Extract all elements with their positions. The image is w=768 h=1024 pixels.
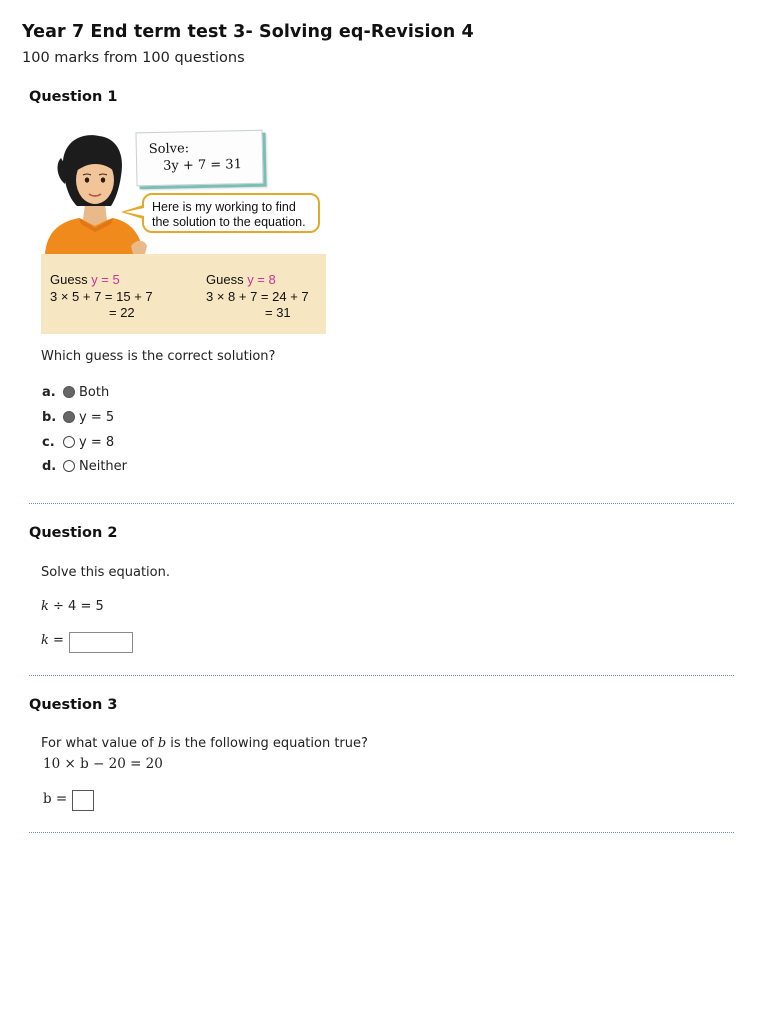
option-a-letter: a.: [42, 385, 56, 400]
option-a-text: Both: [79, 385, 110, 400]
page-subtitle: 100 marks from 100 questions: [22, 50, 245, 66]
guess-2-line-2: = 31: [265, 305, 291, 320]
question-2-equation-rest: ÷ 4 = 5: [48, 599, 104, 614]
guess-2-line-1: 3 × 8 + 7 = 24 + 7: [206, 289, 309, 304]
option-a-radio[interactable]: [63, 386, 75, 398]
question-1-illustration: [41, 128, 331, 338]
question-2-answer-input[interactable]: [69, 632, 133, 653]
solve-card-equation: 3y + 7 = 31: [163, 157, 243, 174]
speech-bubble-line-2: the solution to the equation.: [152, 215, 306, 229]
option-d-radio[interactable]: [63, 460, 75, 472]
solve-card-label: Solve:: [148, 141, 190, 158]
solve-card: [135, 130, 263, 187]
guess-panel: [41, 254, 326, 334]
option-d-letter: d.: [42, 459, 57, 474]
question-1-prompt: Which guess is the correct solution?: [41, 349, 276, 364]
guess-1-line-1: 3 × 5 + 7 = 15 + 7: [50, 289, 153, 304]
guess-2-label: Guess: [206, 272, 248, 287]
divider-1: [29, 503, 734, 504]
guess-1-heading: [50, 272, 120, 287]
divider-2: [29, 675, 734, 676]
question-3-prompt-after: is the following equation true?: [166, 736, 368, 751]
guess-1-line-2: = 22: [109, 305, 135, 320]
option-d-text: Neither: [79, 459, 128, 474]
guess-2-heading: [206, 272, 276, 287]
question-2-equation-var: k: [41, 599, 49, 614]
guess-1-value: y = 5: [91, 272, 120, 287]
option-c-text: y = 8: [79, 435, 115, 450]
question-2-heading: Question 2: [29, 525, 118, 541]
question-1-heading: Question 1: [29, 89, 118, 105]
speech-bubble-tail-inner: [125, 208, 144, 216]
option-c-letter: c.: [42, 435, 55, 450]
option-b-letter: b.: [42, 410, 57, 425]
question-3-prompt: [41, 736, 368, 751]
page-title: Year 7 End term test 3- Solving eq-Revision 4: [22, 22, 474, 42]
option-c-radio[interactable]: [63, 436, 75, 448]
option-b-radio[interactable]: [63, 411, 75, 423]
option-b-text: y = 5: [79, 410, 115, 425]
divider-3: [29, 832, 734, 833]
question-3-answer-label: b =: [43, 791, 68, 807]
guess-1-label: Guess: [50, 272, 92, 287]
question-2-prompt: Solve this equation.: [41, 565, 170, 580]
question-2-answer-eq: =: [48, 633, 64, 648]
question-3-prompt-before: For what value of: [41, 736, 158, 751]
question-2-answer-label: [41, 633, 64, 648]
question-3-answer-input[interactable]: [72, 790, 94, 811]
question-2-equation: [41, 599, 104, 614]
guess-2-value: y = 8: [247, 272, 276, 287]
speech-bubble: [142, 193, 320, 233]
student-figure-image: [41, 128, 151, 256]
speech-bubble-line-1: Here is my working to find: [152, 200, 296, 214]
question-3-equation: 10 × b − 20 = 20: [43, 756, 163, 772]
question-3-prompt-var: b: [157, 736, 167, 751]
question-2-answer-var: k: [41, 633, 49, 648]
question-3-heading: Question 3: [29, 697, 118, 713]
